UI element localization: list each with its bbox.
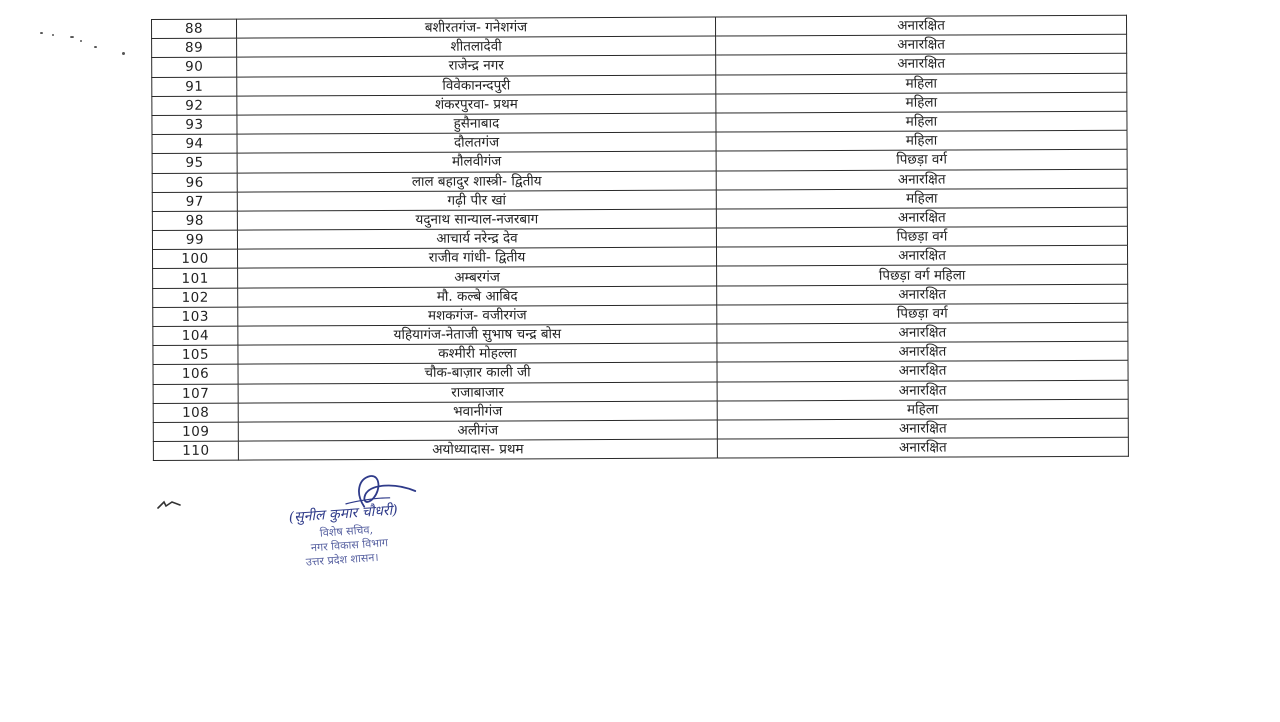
reservation-category: अनारक्षित [717, 284, 1128, 305]
ward-name: भवानीगंज [238, 401, 717, 422]
table-row [153, 437, 1128, 460]
reservation-category: अनारक्षित [717, 245, 1128, 266]
ward-number: 96 [152, 173, 237, 193]
reservation-category: अनारक्षित [715, 15, 1126, 36]
ward-number: 89 [152, 38, 237, 58]
ward-name: शीतलादेवी [237, 36, 716, 57]
signature-block [286, 464, 492, 578]
ward-number: 104 [153, 326, 238, 346]
reservation-category: अनारक्षित [717, 437, 1128, 458]
ward-number: 110 [153, 441, 238, 461]
signatory-department: नगर विकास विभाग [310, 536, 389, 555]
ward-name: कश्मीरी मोहल्ला [238, 343, 717, 364]
ward-name: शंकरपुरवा- प्रथम [237, 94, 716, 115]
reservation-category: महिला [716, 92, 1127, 113]
ward-number: 97 [152, 192, 237, 212]
ward-name: राजेन्द्र नगर [237, 55, 716, 76]
reservation-category: महिला [716, 130, 1127, 151]
ward-name: राजीव गांधी- द्वितीय [238, 247, 717, 268]
ward-number: 105 [153, 345, 238, 365]
ward-number: 88 [152, 19, 237, 39]
ward-number: 100 [153, 249, 238, 269]
signatory-designation: विशेष सचिव, [319, 523, 374, 540]
reservation-category: अनारक्षित [717, 361, 1128, 382]
ward-number: 107 [153, 384, 238, 404]
ward-name: मशकगंज- वजीरगंज [238, 305, 717, 326]
ward-name: यहियागंज-नेताजी सुभाष चन्द्र बोस [238, 324, 717, 345]
reservation-category: अनारक्षित [716, 54, 1127, 75]
ward-name: गढ़ी पीर खां [237, 190, 716, 211]
ward-name: विवेकानन्दपुरी [237, 75, 716, 96]
ward-number: 91 [152, 77, 237, 97]
ward-reservation-table [151, 15, 1129, 462]
ward-name: चौक-बाज़ार काली जी [238, 362, 717, 383]
ward-number: 99 [152, 230, 237, 250]
reservation-category: पिछड़ा वर्ग [716, 226, 1127, 247]
reservation-category: अनारक्षित [717, 322, 1128, 343]
reservation-category: महिला [716, 73, 1127, 94]
ward-number: 90 [152, 58, 237, 78]
ward-number: 95 [152, 153, 237, 173]
reservation-category: अनारक्षित [716, 169, 1127, 190]
reservation-category: पिछड़ा वर्ग [716, 150, 1127, 171]
ward-number: 101 [153, 269, 238, 289]
ward-name: मौ. कल्बे आबिद [238, 286, 717, 307]
ward-name: मौलवीगंज [237, 151, 716, 172]
reservation-category: अनारक्षित [717, 380, 1128, 401]
ward-name: हुसैनाबाद [237, 113, 716, 134]
ward-number: 103 [153, 307, 238, 327]
reservation-category: महिला [716, 111, 1127, 132]
signatory-government: उत्तर प्रदेश शासन। [305, 550, 379, 569]
reservation-category: पिछड़ा वर्ग [717, 303, 1128, 324]
reservation-category: अनारक्षित [716, 207, 1127, 228]
ward-name: बशीरतगंज- गनेशगंज [237, 17, 716, 38]
ward-number: 92 [152, 96, 237, 116]
reservation-category: पिछड़ा वर्ग महिला [717, 265, 1128, 286]
ward-number: 94 [152, 134, 237, 154]
ward-number: 109 [153, 422, 238, 442]
ward-name: राजाबाजार [238, 382, 717, 403]
ward-name: अलीगंज [238, 420, 717, 441]
reservation-category: महिला [716, 188, 1127, 209]
ward-name: दौलतगंज [237, 132, 716, 153]
ward-number: 106 [153, 364, 238, 384]
ward-name: यदुनाथ सान्याल-नजरबाग [237, 209, 716, 230]
ward-name: लाल बहादुर शास्त्री- द्वितीय [237, 171, 716, 192]
reservation-category: अनारक्षित [716, 34, 1127, 55]
tick-mark-icon [156, 496, 184, 512]
reservation-category: अनारक्षित [717, 341, 1128, 362]
ward-number: 98 [152, 211, 237, 231]
ward-number: 102 [153, 288, 238, 308]
ward-table-body [152, 15, 1129, 461]
ward-name: अम्बरगंज [238, 266, 717, 287]
ward-number: 108 [153, 403, 238, 423]
reservation-category: महिला [717, 399, 1128, 420]
ward-number: 93 [152, 115, 237, 135]
ward-name: आचार्य नरेन्द्र देव [237, 228, 716, 249]
ward-name: अयोध्यादास- प्रथम [238, 439, 717, 460]
signatory-name: (सुनील कुमार चौधरी) [288, 502, 399, 526]
reservation-category: अनारक्षित [717, 418, 1128, 439]
